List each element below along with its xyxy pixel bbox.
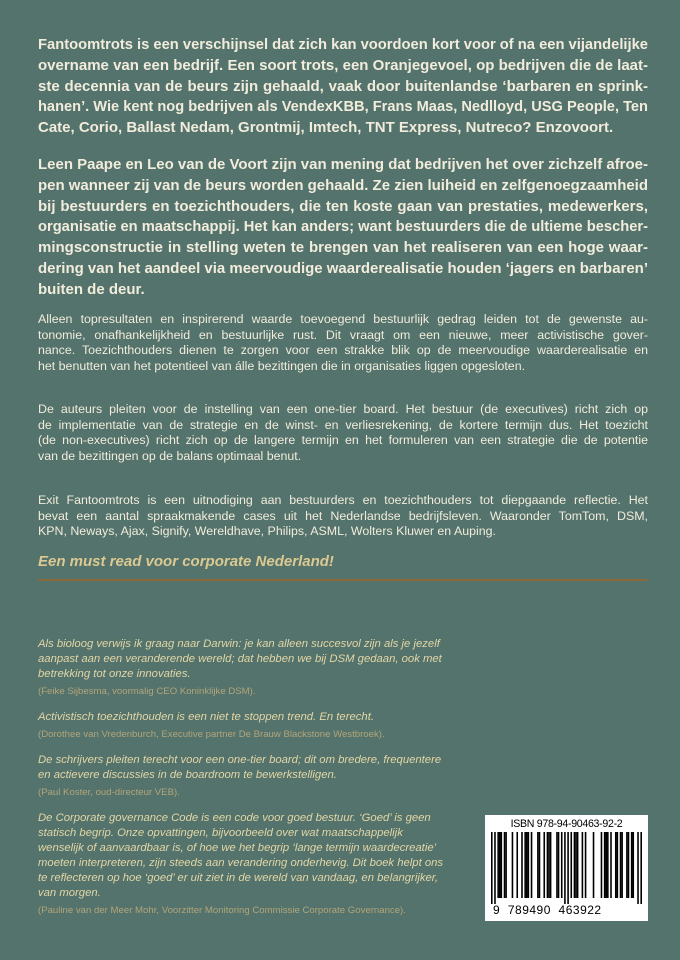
quote — [38, 811, 468, 917]
quote-text — [38, 811, 468, 901]
intro-paragraph-2 — [38, 155, 648, 301]
text-line: aanpast aan een veranderende wereld; dat hebben we bij DSM gedaan, ook met — [38, 653, 442, 665]
text-line: het benutten van het potentieel van álle bezittingen die in organisaties liggen opgesloten. — [38, 358, 526, 373]
quote-attribution: (Dorothee van Vredenburch, Executive partner De Brauw Blackstone Westbroek). — [38, 729, 385, 740]
barcode-bar — [582, 832, 584, 898]
barcode-bar — [550, 832, 552, 898]
intro-paragraph-1 — [38, 35, 648, 139]
barcode-bar — [558, 832, 560, 898]
barcode-bar — [561, 832, 563, 898]
barcode-bar — [516, 832, 518, 898]
text-line: te reflecteren op hoe ‘goed’ er uit ziet in de wereld van vandaag, en belangrijker, — [38, 872, 439, 884]
barcode-bar — [631, 832, 633, 898]
barcode-bar — [628, 832, 630, 898]
text-line: bevat een aantal spraakmakende cases uit het Nederlandse bedrijfsleven. Waaronder TomTom, DSM, — [38, 508, 648, 523]
barcode-bar — [521, 832, 523, 898]
text-line: De schrijvers pleiten terecht voor een one-tier board; dit om bredere, frequentere — [38, 754, 442, 766]
text-line: Activistisch toezichthouden is een niet te stoppen trend. En terecht. — [38, 711, 374, 723]
text-line: bij bestuurders en toezichthouders, die ten koste gaan van prestaties, medewerkers, — [38, 197, 648, 215]
text-line: Als bioloog verwijs ik graag naar Darwin: je kan alleen succesvol zijn als je jezelf — [38, 638, 440, 650]
quote — [38, 710, 468, 741]
barcode-bar — [512, 832, 514, 898]
quote-attribution: (Feike Sijbesma, voormalig CEO Koninklijke DSM). — [38, 686, 256, 697]
barcode-bar — [640, 832, 642, 904]
quote-attribution: (Pauline van der Meer Mohr, Voorzitter Monitoring Commissie Corporate Governance). — [38, 905, 406, 916]
barcode-bar — [637, 832, 639, 904]
barcode-bar — [564, 832, 566, 904]
text-line: De Corporate governance Code is een code voor goed bestuur. ‘Goed’ is geen — [38, 812, 431, 824]
barcode-bar — [499, 832, 501, 898]
barcode-bars — [491, 832, 642, 904]
quote-attribution: (Paul Koster, oud-directeur VEB). — [38, 787, 180, 798]
text-line: ste decennia van de beurs zijn gehaald, vaak door buitenlandse ‘barbaren en sprink- — [38, 77, 648, 95]
text-line: tonomie, onafhankelijkheid en bestuurlijke rust. Dit vraagt om een nieuwe, meer activistische gover- — [38, 327, 648, 342]
barcode-bar — [577, 832, 579, 898]
barcode-bar — [605, 832, 607, 898]
barcode-bar — [574, 832, 576, 898]
barcode-bar — [497, 832, 499, 898]
barcode-bar — [575, 832, 577, 898]
barcode-bar — [615, 832, 617, 898]
barcode-bar — [593, 832, 595, 898]
text-line: (de non-executives) richt zich op de langere termijn en het formuleren van een strategie die de potentie — [38, 433, 648, 447]
barcode-bar — [548, 832, 550, 898]
barcode-bar — [607, 832, 609, 898]
text-line: nance. Toezichthouders dienen te zorgen voor een strakke blik op de meervoudige waarderealisatie en — [38, 343, 648, 357]
barcode-bar — [504, 832, 506, 898]
text-line: Fantoomtrots is een verschijnsel dat zich kan voordoen kort voor of na een vijandelijke — [38, 36, 648, 53]
body-paragraph-1 — [38, 312, 648, 374]
barcode-bar — [604, 832, 606, 898]
text-line: wenselijk of aanvaardbaar is, of hoe we het begrip ‘lange termijn waardecreatie’ — [38, 842, 437, 854]
text-line: Cate, Corio, Ballast Nedam, Grontmij, Imtech, TNT Express, Nutreco? Enzovoort. — [38, 119, 614, 137]
quote — [38, 753, 468, 799]
barcode-bar — [570, 832, 572, 898]
text-line: dering van het aandeel via meervoudige waarderealisatie houden ‘jagers en barbaren’ — [38, 259, 648, 277]
text-line: KPN, Neways, Ajax, Signify, Wereldhave, Philips, ASML, Wolters Kluwer en Auping. — [38, 524, 496, 538]
barcode-bar — [585, 832, 587, 898]
text-line: hanen’. Wie kent nog bedrijven als VendexKBB, Frans Maas, Nedlloyd, USG People, Ten — [38, 98, 648, 116]
text-line: van de bezittingen op de balans optimaal benut. — [38, 448, 302, 463]
text-line: De auteurs pleiten voor de instelling van een one-tier board. Het bestuur (de executives) richt zich op — [38, 402, 648, 416]
barcode-bar — [539, 832, 541, 898]
barcode-bar — [621, 832, 623, 898]
barcode-bar — [528, 832, 530, 898]
tagline: Een must read voor corporate Nederland! — [38, 553, 334, 570]
barcode-bar — [556, 832, 558, 898]
barcode-bar — [547, 832, 549, 898]
quote-text — [38, 637, 468, 682]
barcode-bar — [531, 832, 533, 898]
barcode-bar — [491, 832, 493, 904]
barcode-bar — [505, 832, 507, 898]
text-line: moeten interpreteren, zijn steeds aan verandering onderhevig. Dit boek helpt ons — [38, 857, 444, 869]
barcode-bar — [501, 832, 503, 898]
barcode-bar — [610, 832, 612, 898]
barcode-bar — [601, 832, 603, 898]
barcode-bar — [543, 832, 545, 898]
text-line: Alleen topresultaten en inspirerend waarde toevoegend bestuurlijk gedrag leiden tot de gewenste au- — [38, 312, 648, 326]
barcode-bar — [494, 832, 496, 904]
quote-text — [38, 753, 468, 783]
text-line: en actievere discussies in de boardroom te bewerkstelligen. — [38, 769, 337, 781]
isbn-barcode — [485, 815, 648, 921]
barcode-bar — [524, 832, 526, 898]
text-line: pen wanneer zij van de beurs worden gehaald. Ze zien luiheid en zelfgenoegzaamheid — [38, 176, 648, 194]
text-line: statisch begrip. Onze opvattingen, bijvoorbeeld over wat maatschappelijk — [38, 827, 403, 839]
text-line: betrekking tot onze innovaties. — [38, 668, 191, 680]
barcode-bar — [632, 832, 634, 898]
text-line: de implementatie van de strategie en de winst- en verliesrekening, de kortere termijn dus. Het toezicht — [38, 417, 648, 432]
body-paragraph-2 — [38, 402, 648, 464]
text-line: organisatie en maatschappij. Het kan anders; want bestuurders die de ultieme bescher- — [38, 218, 648, 236]
barcode-bar — [537, 832, 539, 898]
barcode-digits: 9 789490 463922 — [493, 903, 602, 917]
barcode-bar — [617, 832, 619, 898]
barcode-bar — [620, 832, 622, 898]
barcode-bar — [526, 832, 528, 898]
text-line: van morgen. — [38, 887, 101, 899]
text-line: Exit Fantoomtrots is een uitnodiging aan bestuurders en toezichthouders tot diepgaande reflectie. Het — [38, 493, 648, 507]
text-line: buiten de deur. — [38, 280, 145, 298]
divider-rule — [38, 579, 648, 581]
quote — [38, 637, 468, 698]
body-paragraph-3 — [38, 493, 648, 540]
text-line: mingsconstructie in stelling weten te brengen van het realiseren van een hoge waar- — [38, 239, 648, 257]
text-line: Leen Paape en Leo van de Voort zijn van mening dat bedrijven het over zichzelf afroe- — [38, 156, 648, 173]
endorsement-quotes — [38, 637, 468, 929]
barcode-bar — [626, 832, 628, 898]
text-line: overname van een bedrijf. Een soort trots, een Oranjegevoel, op bedrijven die de laat- — [38, 56, 648, 74]
quote-text — [38, 710, 468, 725]
isbn-label: ISBN 978-94-90463-92-2 — [510, 818, 623, 830]
barcode-bar — [567, 832, 569, 904]
